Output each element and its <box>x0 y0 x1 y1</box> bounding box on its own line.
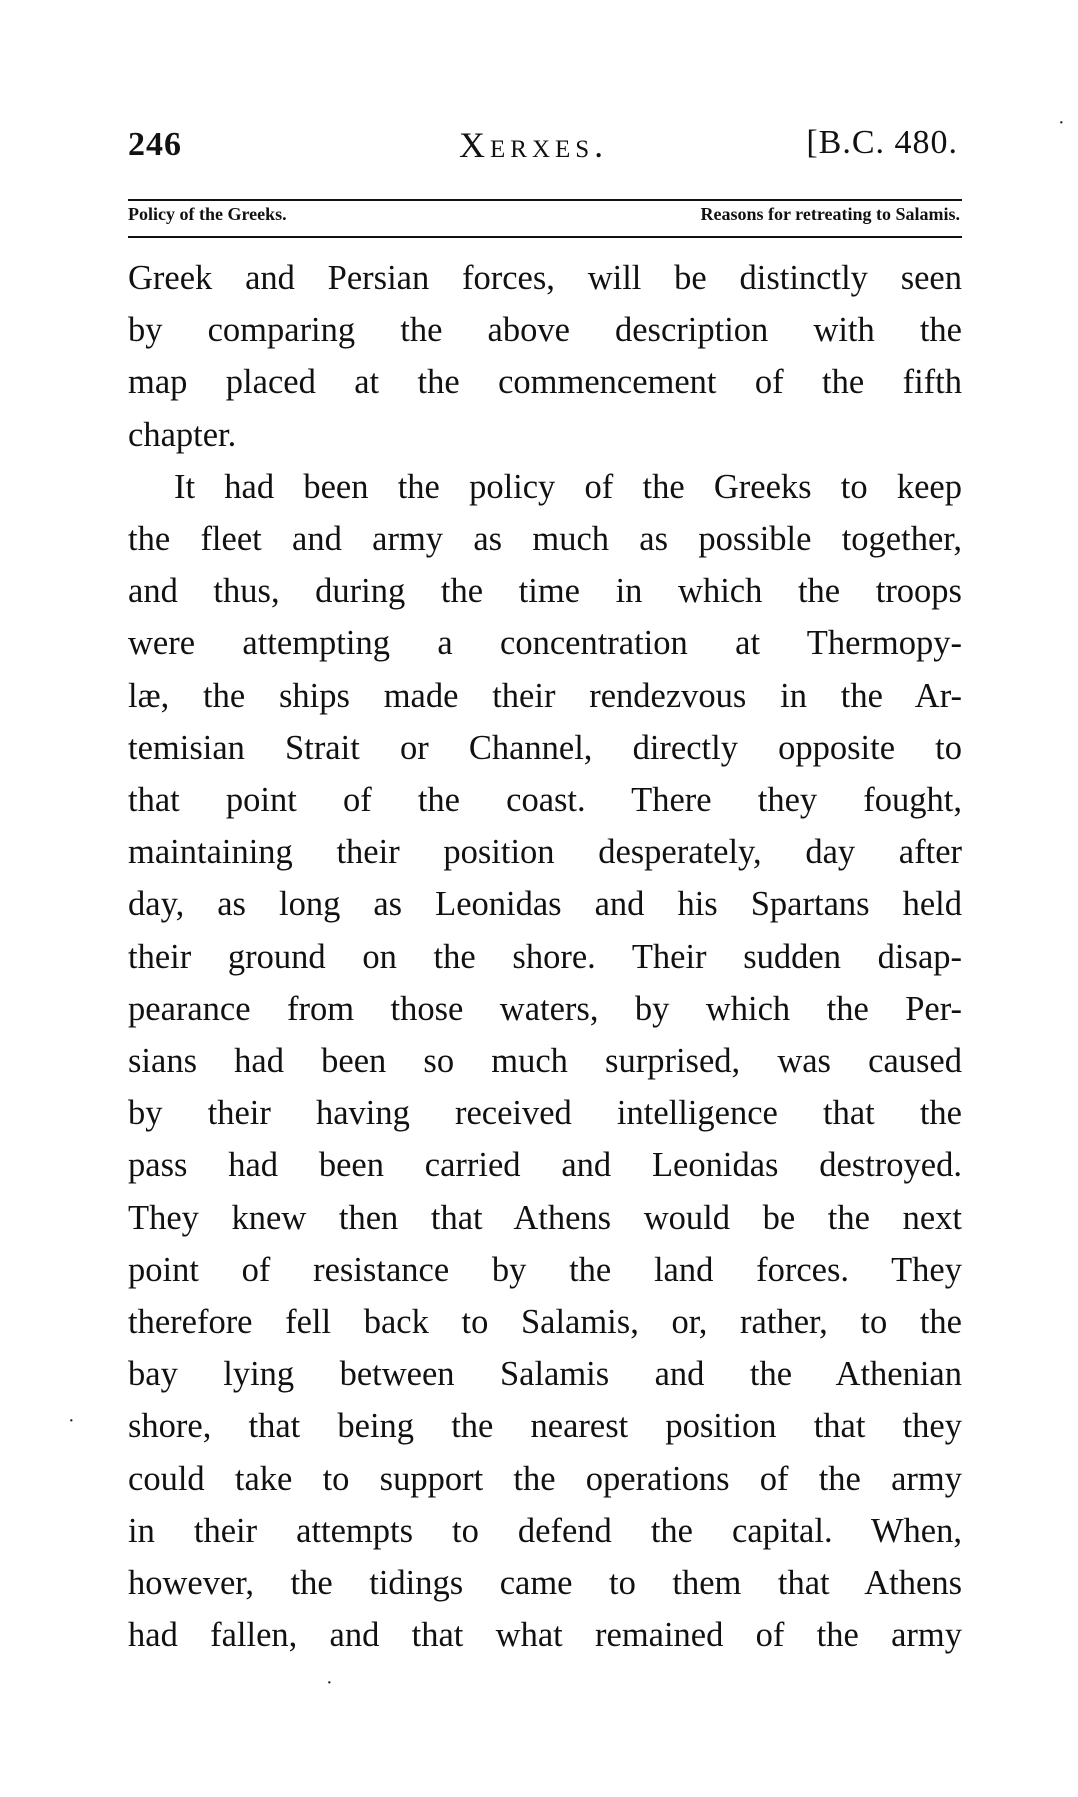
page-number: 246 <box>128 126 182 163</box>
text-line: chapter. <box>128 415 237 454</box>
sidenote-left: Policy of the Greeks. <box>128 204 287 224</box>
text-line: and thus, during the time in which the troops <box>128 572 962 611</box>
text-line: by comparing the above description with the <box>128 311 962 350</box>
text-line: maintaining their position desperately, day after <box>128 833 962 872</box>
text-line: temisian Strait or Channel, directly opposite to <box>128 728 962 767</box>
running-title: Xerxes. <box>459 125 609 165</box>
text-line: shore, that being the nearest position that they <box>128 1407 962 1446</box>
text-line: map placed at the commencement of the fifth <box>128 363 962 402</box>
text-line: pass had been carried and Leonidas destroyed. <box>128 1146 962 1185</box>
text-line: however, the tidings came to them that Athens <box>128 1564 962 1603</box>
text-line: day, as long as Leonidas and his Spartans held <box>128 885 962 924</box>
text-line: the fleet and army as much as possible together, <box>128 520 962 559</box>
header-rule-bottom <box>128 236 962 238</box>
running-head <box>128 122 960 172</box>
text-line: Greek and Persian forces, will be distinctly seen <box>128 259 962 297</box>
text-line: point of resistance by the land forces. They <box>128 1250 962 1289</box>
text-line: in their attempts to defend the capital. When, <box>128 1511 962 1550</box>
text-line: sians had been so much surprised, was caused <box>128 1042 962 1081</box>
scan-speck: · <box>1058 112 1065 134</box>
body-text <box>128 252 962 1661</box>
text-line: They knew then that Athens would be the next <box>128 1198 962 1237</box>
text-line: by their having received intelligence that the <box>128 1094 962 1133</box>
text-line: that point of the coast. There they fought, <box>128 781 962 820</box>
text-line: could take to support the operations of the army <box>128 1459 962 1498</box>
text-line: bay lying between Salamis and the Athenian <box>128 1355 962 1394</box>
header-rule-top <box>128 199 962 201</box>
text-line: their ground on the shore. Their sudden disap- <box>128 937 962 976</box>
text-line: therefore fell back to Salamis, or, rather, to the <box>128 1303 962 1342</box>
text-line: It had been the policy of the Greeks to keep <box>174 467 962 506</box>
scan-speck: · <box>68 1410 75 1432</box>
text-line: had fallen, and that what remained of the army <box>128 1616 962 1655</box>
running-date: [B.C. 480. <box>806 124 958 161</box>
scan-speck: · <box>326 1672 333 1694</box>
sidenote-right: Reasons for retreating to Salamis. <box>700 204 960 224</box>
text-line: were attempting a concentration at Thermopy- <box>128 624 962 663</box>
text-line: pearance from those waters, by which the Per- <box>128 989 962 1028</box>
text-line: læ, the ships made their rendezvous in the Ar- <box>128 676 962 715</box>
